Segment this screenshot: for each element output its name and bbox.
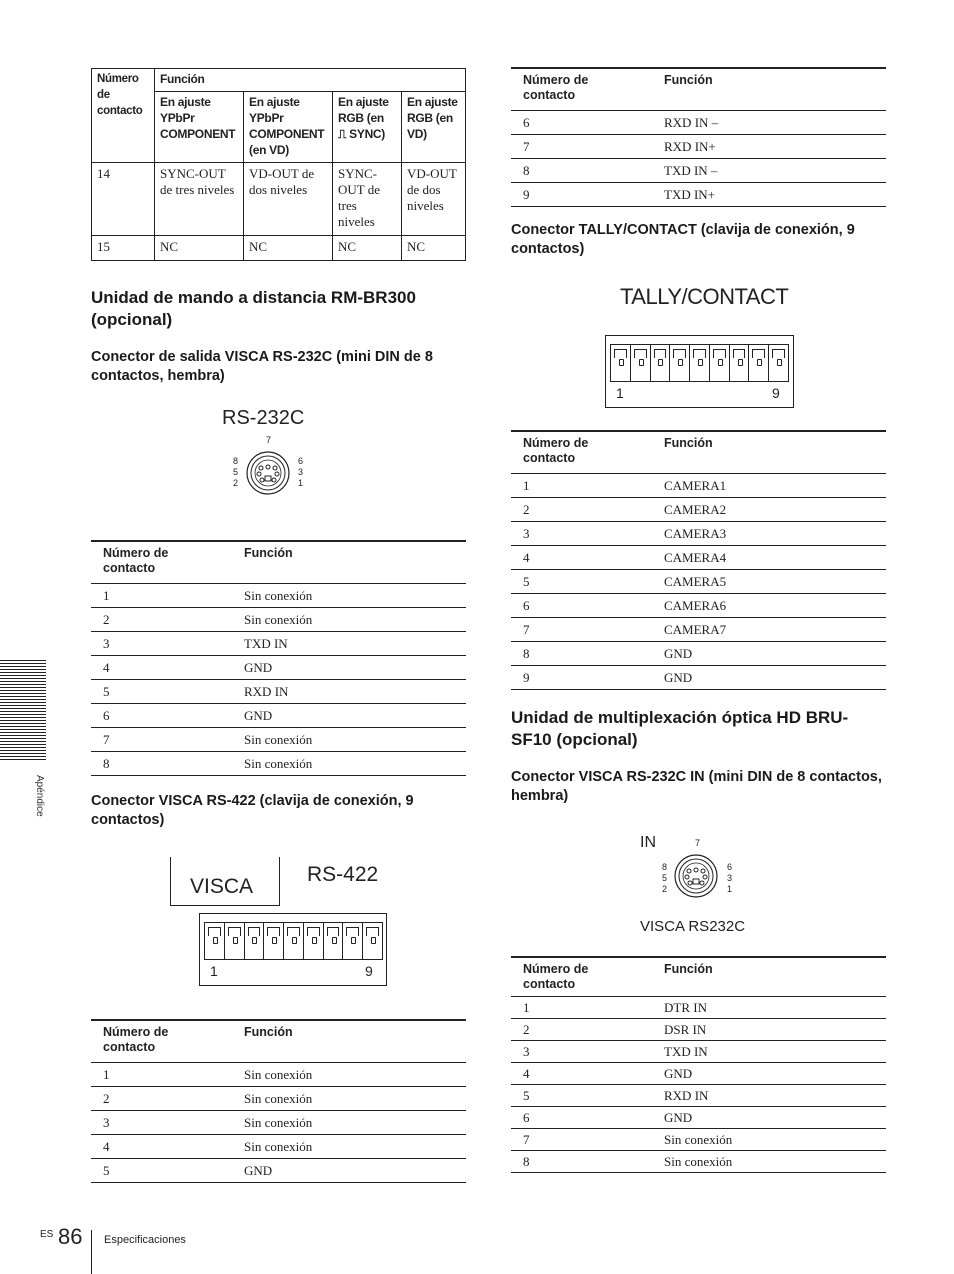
rs422-label: RS-422 <box>307 863 379 886</box>
rs422-connector-diagram <box>170 857 390 987</box>
function-grid-table <box>91 68 466 261</box>
table-row: 2 Sin conexión <box>91 1087 466 1111</box>
tally-heading: Conector TALLY/CONTACT (clavija de conexión, 9 contactos) <box>511 222 855 257</box>
table-row: 9 GND <box>511 666 886 690</box>
rs422-heading: Conector VISCA RS-422 (clavija de conexión, 9 contactos) <box>91 793 414 828</box>
table-row: 2 CAMERA2 <box>511 498 886 522</box>
terminal-pins <box>204 922 383 960</box>
rs422-continued-table <box>511 67 886 207</box>
table-row: 6 GND <box>511 1107 886 1129</box>
table-row: 5 GND <box>91 1159 466 1183</box>
tally-label: TALLY/CONTACT <box>620 284 789 309</box>
pin-label-column-left: 8 5 2 <box>233 456 239 488</box>
pin-label: 7 <box>266 435 272 445</box>
table-row: 5 CAMERA5 <box>511 570 886 594</box>
table-row: 8 Sin conexión <box>511 1151 886 1173</box>
table-row: 4 GND <box>511 1063 886 1085</box>
terminal-pins <box>610 344 789 382</box>
pin-first-label: 1 <box>210 963 218 979</box>
col-header-funcion: Función <box>232 541 466 584</box>
table-row: 7 Sin conexión <box>511 1129 886 1151</box>
section-title-rm-br300: Unidad de mando a distancia RM-BR300 (opcional) <box>91 288 416 329</box>
rs232-heading: Conector de salida VISCA RS-232C (mini DIN de 8 contactos, hembra) <box>91 349 433 384</box>
table-row: 14 SYNC-OUT de tres niveles VD-OUT de dos niveles SYNC-OUT de tres niveles VD-OUT de dos niveles <box>92 163 466 236</box>
table-row: 1 Sin conexión <box>91 1063 466 1087</box>
visca-in-heading: Conector VISCA RS-232C IN (mini DIN de 8 contactos, hembra) <box>511 769 882 804</box>
tally-connector-diagram <box>600 282 800 412</box>
pin-last-label: 9 <box>365 963 373 979</box>
table-row: 1 CAMERA1 <box>511 474 886 498</box>
visca-in-connector-diagram <box>636 832 786 942</box>
grid-subheader: En ajuste YPbPr COMPONENT (en VD) <box>244 92 333 163</box>
rs232-pin-table <box>91 540 466 776</box>
footer-section: Especificaciones <box>104 1234 186 1246</box>
col-header-funcion: Función <box>652 431 886 474</box>
table-row: 5 RXD IN <box>511 1085 886 1107</box>
col-header-funcion: Función <box>232 1020 466 1063</box>
table-row: 6 GND <box>91 704 466 728</box>
col-header-contacto: Número de contacto <box>511 431 652 474</box>
col-header-contacto: Número de contacto <box>91 1020 232 1063</box>
pin-label-column-left: 8 5 2 <box>662 862 668 894</box>
sync-pulse-icon: ⎍ <box>338 127 347 141</box>
grid-header-contacto: Número de contacto <box>92 69 155 163</box>
table-row: 8 GND <box>511 642 886 666</box>
rs422-pin-table <box>91 1019 466 1183</box>
table-row: 9 TXD IN+ <box>511 183 886 207</box>
footer-divider <box>91 1230 92 1274</box>
pin-label-column-right: 6 3 1 <box>727 862 733 894</box>
table-row: 5 RXD IN <box>91 680 466 704</box>
in-label: IN <box>640 834 656 851</box>
table-row: 2 DSR IN <box>511 1019 886 1041</box>
visca-label: VISCA <box>190 875 254 898</box>
table-row: 1 Sin conexión <box>91 584 466 608</box>
table-row: 3 TXD IN <box>91 632 466 656</box>
col-header-contacto: Número de contacto <box>511 68 652 111</box>
table-row: 2 Sin conexión <box>91 608 466 632</box>
table-row: 3 Sin conexión <box>91 1111 466 1135</box>
table-row: 6 RXD IN – <box>511 111 886 135</box>
table-row: 8 Sin conexión <box>91 752 466 776</box>
table-row: 4 Sin conexión <box>91 1135 466 1159</box>
table-row: 8 TXD IN – <box>511 159 886 183</box>
sidebar-section-label: Apéndice <box>34 775 45 817</box>
col-header-funcion: Función <box>652 68 886 111</box>
visca-in-pin-table <box>511 956 886 1173</box>
table-row: 7 CAMERA7 <box>511 618 886 642</box>
grid-subheader: En ajuste RGB (en ⎍ SYNC) <box>333 92 402 163</box>
table-row: 3 TXD IN <box>511 1041 886 1063</box>
rs232c-connector-diagram <box>200 405 320 505</box>
pin-label: 7 <box>695 838 701 848</box>
footer-lang: ES <box>40 1229 54 1240</box>
section-title-bru-sf10: Unidad de multiplexación óptica HD BRU-SF10 (opcional) <box>511 708 849 749</box>
rs232c-label: RS-232C <box>222 407 305 429</box>
table-row: 7 RXD IN+ <box>511 135 886 159</box>
grid-subheader: En ajuste RGB (en VD) <box>402 92 466 163</box>
page-number: 86 <box>58 1224 83 1249</box>
grid-header-funcion: Función <box>155 69 466 92</box>
pin-first-label: 1 <box>616 385 624 401</box>
pin-last-label: 9 <box>772 385 780 401</box>
col-header-contacto: Número de contacto <box>511 957 652 997</box>
table-row: 7 Sin conexión <box>91 728 466 752</box>
table-row: 4 CAMERA4 <box>511 546 886 570</box>
table-row: 15 NC NC NC NC <box>92 236 466 261</box>
table-row: 3 CAMERA3 <box>511 522 886 546</box>
grid-subheader: En ajuste YPbPr COMPONENT <box>155 92 244 163</box>
table-row: 6 CAMERA6 <box>511 594 886 618</box>
section-tab-stripes <box>0 660 46 762</box>
col-header-funcion: Función <box>652 957 886 997</box>
table-row: 4 GND <box>91 656 466 680</box>
tally-pin-table <box>511 430 886 690</box>
table-row: 1 DTR IN <box>511 997 886 1019</box>
visca-rs232c-label: VISCA RS232C <box>640 918 746 935</box>
pin-label-column-right: 6 3 1 <box>298 456 304 488</box>
col-header-contacto: Número de contacto <box>91 541 232 584</box>
